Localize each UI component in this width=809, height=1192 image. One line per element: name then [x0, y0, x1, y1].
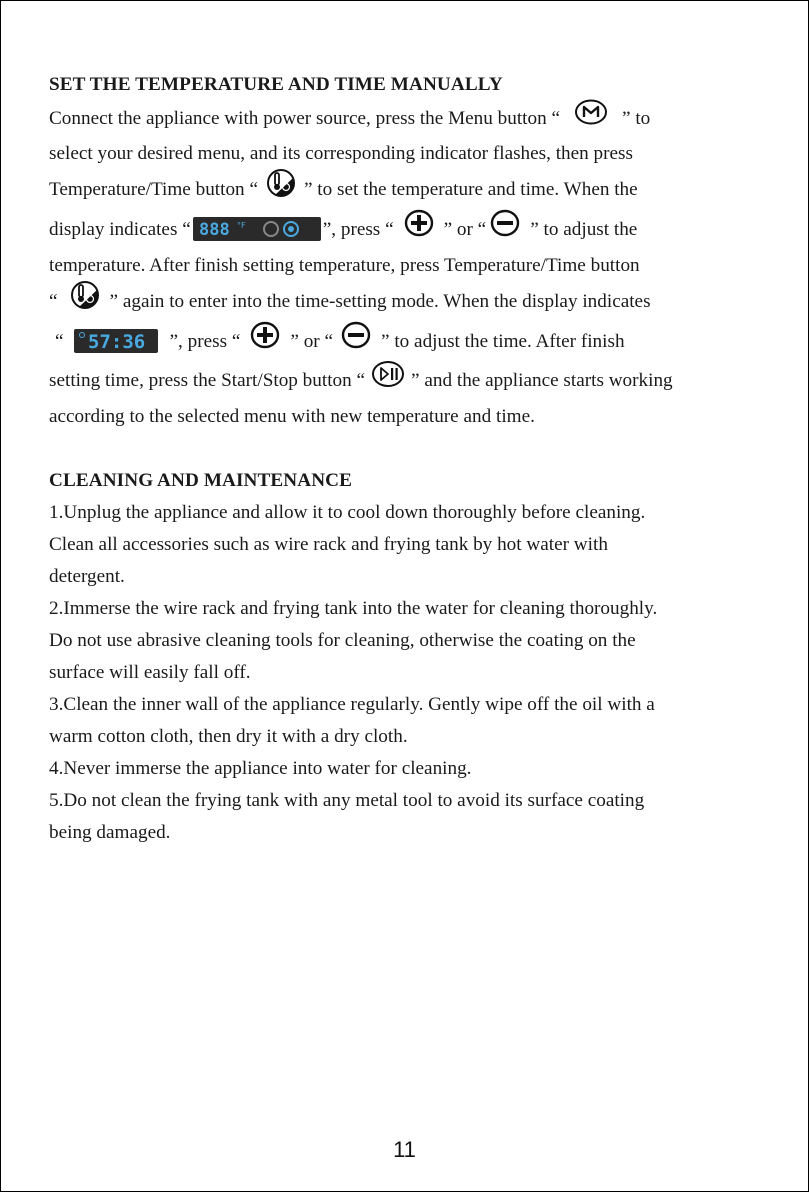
paragraph-line — [49, 170, 769, 211]
list-line: 5.Do not clean the frying tank with any metal tool to avoid its surface coating — [49, 790, 645, 811]
text-run: ” or “ — [443, 218, 487, 240]
plus-button-icon — [404, 209, 434, 248]
list-line: surface will easily fall off. — [49, 662, 251, 683]
text-run: ” and the appliance starts working — [411, 369, 673, 391]
text-run: Connect the appliance with power source, press the Menu button “ — [49, 107, 560, 129]
list-line: 4.Never immerse the appliance into water for cleaning. — [49, 758, 472, 779]
list-line: 1.Unplug the appliance and allow it to cool down thoroughly before cleaning. — [49, 502, 646, 523]
temperature-time-button-icon — [70, 280, 100, 321]
page-content — [49, 69, 769, 849]
plus-button-icon — [250, 321, 280, 360]
text-run: ”, press “ — [322, 218, 394, 240]
text-run: ”, press “ — [169, 330, 241, 352]
text-run: ” again to enter into the time-setting mode. When the display indicates — [109, 290, 651, 312]
section-heading-cleaning: CLEANING AND MAINTENANCE — [49, 470, 353, 491]
temperature-time-button-icon — [266, 168, 296, 209]
time-display-digits: 57:36 — [87, 330, 145, 353]
paragraph-line — [49, 362, 769, 401]
minus-button-icon — [490, 209, 520, 248]
temperature-display-image — [193, 217, 321, 241]
text-run: display indicates “ — [49, 218, 191, 240]
text-run: ” to — [622, 107, 651, 129]
section-heading-manual-setting: SET THE TEMPERATURE AND TIME MANUALLY — [49, 74, 503, 95]
text-run: ” to set the temperature and time. When the — [303, 178, 638, 200]
list-line: Do not use abrasive cleaning tools for cleaning, otherwise the coating on the — [49, 630, 636, 651]
paragraph-line: temperature. After finish setting temperature, press Temperature/Time button — [49, 255, 640, 276]
list-line: Clean all accessories such as wire rack and frying tank by hot water with — [49, 534, 608, 555]
time-display-image — [74, 329, 158, 353]
paragraph-line — [49, 323, 769, 362]
paragraph-line: according to the selected menu with new temperature and time. — [49, 406, 535, 427]
list-line: 2.Immerse the wire rack and frying tank into the water for cleaning thoroughly. — [49, 598, 658, 619]
text-run: Temperature/Time button “ — [49, 178, 258, 200]
paragraph-line — [49, 282, 769, 323]
list-line: 3.Clean the inner wall of the appliance regularly. Gently wipe off the oil with a — [49, 694, 655, 715]
page-number: 11 — [393, 1137, 416, 1162]
start-stop-button-icon — [371, 360, 405, 399]
temperature-display-digits: 888 — [198, 219, 230, 240]
minus-button-icon — [341, 321, 371, 360]
menu-button-icon — [574, 99, 608, 136]
text-run: ” to adjust the — [530, 218, 638, 240]
list-line: being damaged. — [49, 822, 171, 843]
section-spacer — [49, 433, 769, 465]
list-line: detergent. — [49, 566, 125, 587]
svg-text:°F: °F — [236, 220, 246, 230]
text-run: ” or “ — [290, 330, 334, 352]
paragraph-line — [49, 101, 769, 138]
paragraph-line: select your desired menu, and its corresponding indicator flashes, then press — [49, 143, 633, 164]
paragraph-line — [49, 211, 769, 250]
text-run: setting time, press the Start/Stop button “ — [49, 369, 366, 391]
text-run: “ — [49, 290, 58, 312]
text-run: “ — [55, 330, 64, 352]
text-run: ” to adjust the time. After finish — [381, 330, 625, 352]
list-line: warm cotton cloth, then dry it with a dry cloth. — [49, 726, 408, 747]
